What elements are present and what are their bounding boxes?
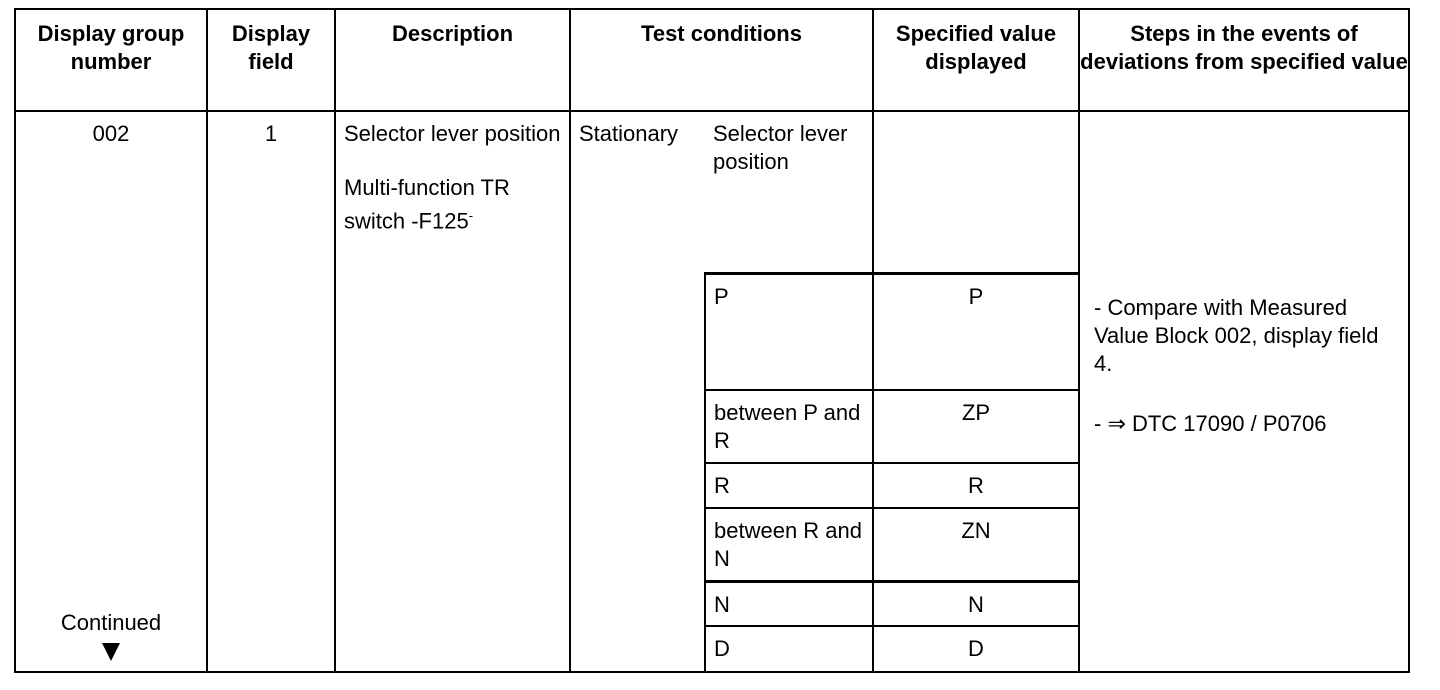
header-steps: Steps in the events of deviations from specified value xyxy=(1079,9,1409,111)
steps-dtc: - ⇒ DTC 17090 / P0706 xyxy=(1094,411,1327,436)
value-cell: P xyxy=(873,273,1079,390)
position-cell: D xyxy=(705,626,873,672)
header-group-number: Display group number xyxy=(15,9,207,111)
header-test-conditions: Test conditions xyxy=(570,9,873,111)
specified-blank xyxy=(873,111,1079,273)
value-cell: N xyxy=(873,581,1079,626)
description-line-2: Multi-function TR switch -F125- xyxy=(344,175,510,234)
condition-label: Selector lever position xyxy=(705,111,873,273)
condition-stationary: Stationary xyxy=(570,111,705,672)
group-number: 002 xyxy=(92,121,130,146)
position-cell: between P and R xyxy=(705,390,873,463)
position-cell: N xyxy=(705,581,873,626)
value-cell: ZN xyxy=(873,508,1079,581)
continued-label: Continued xyxy=(60,610,162,635)
group-number-cell xyxy=(15,111,207,672)
header-display-field: Display field xyxy=(207,9,335,111)
down-arrow-icon xyxy=(102,643,120,661)
value-cell: D xyxy=(873,626,1079,672)
display-field-cell: 1 xyxy=(207,111,335,672)
value-cell: R xyxy=(873,463,1079,508)
measured-value-table xyxy=(14,8,1410,673)
description-cell xyxy=(335,111,570,672)
position-cell: P xyxy=(705,273,873,390)
steps-compare: - Compare with Measured Value Block 002, display field 4. xyxy=(1094,295,1379,376)
header-row xyxy=(15,9,1409,111)
position-cell: R xyxy=(705,463,873,508)
position-cell: between R and N xyxy=(705,508,873,581)
value-cell: ZP xyxy=(873,390,1079,463)
description-line-1: Selector lever position xyxy=(344,121,561,146)
continued-marker xyxy=(16,609,206,661)
header-description: Description xyxy=(335,9,570,111)
table-row xyxy=(15,111,1409,273)
steps-cell xyxy=(1079,111,1409,672)
header-specified-value: Specified value displayed xyxy=(873,9,1079,111)
